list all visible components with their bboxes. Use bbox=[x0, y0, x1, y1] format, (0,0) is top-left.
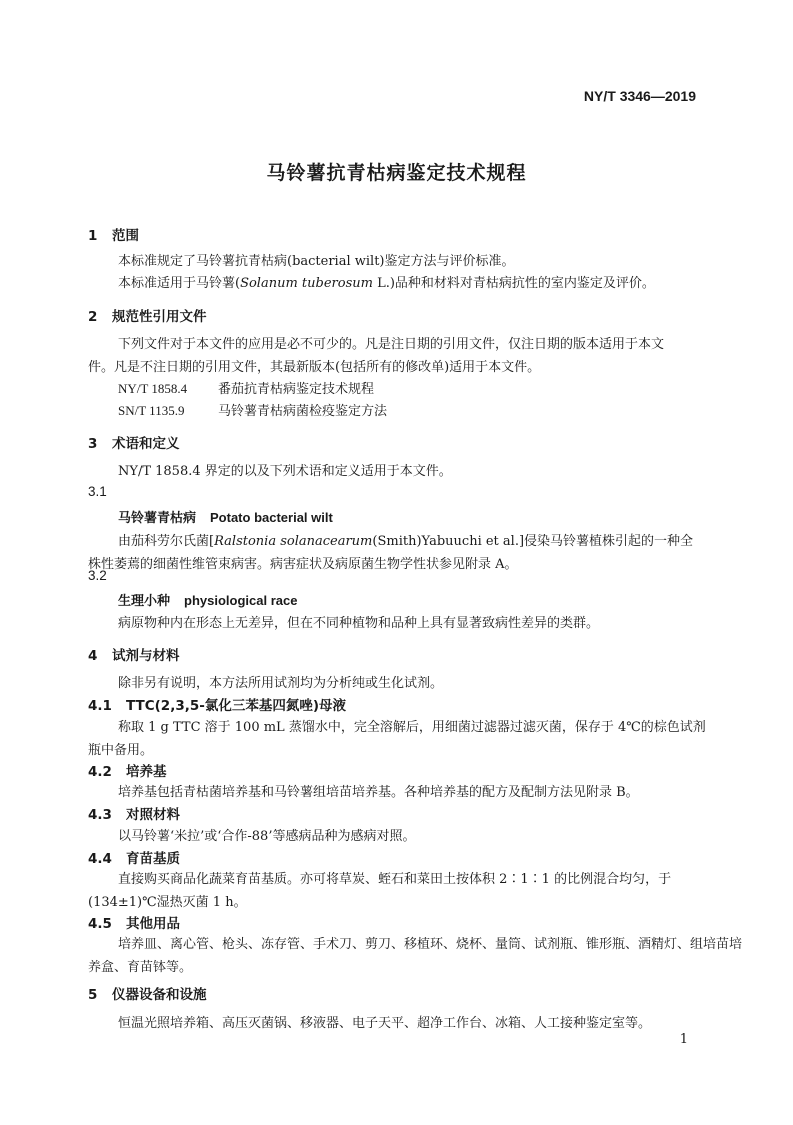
section-number: 3 bbox=[88, 436, 98, 452]
subsection-title: 其他用品 bbox=[126, 916, 180, 932]
subsection-title: TTC(2,3,5-氯化三苯基四氮唑)母液 bbox=[126, 698, 347, 714]
subsection-4-1-line-1: 称取 1 g TTC 溶于 100 mL 蒸馏水中，完全溶解后，用细菌过滤器过滤灭菌，保存于 4℃的棕色试剂 bbox=[118, 720, 706, 735]
reference-code: SN/T 1135.9 bbox=[118, 403, 185, 418]
subsection-4-5-line-2: 养盒、育苗钵等。 bbox=[88, 960, 193, 975]
subsection-4-4-line-2: (134±1)℃湿热灭菌 1 h。 bbox=[88, 895, 247, 910]
section-title: 术语和定义 bbox=[112, 436, 180, 452]
text: (Smith)Yabuuchi et al.]侵染马铃薯植株引起的一种全 bbox=[372, 534, 694, 549]
subsection-number: 4.3 bbox=[88, 807, 112, 823]
subsection-number: 4.1 bbox=[88, 698, 112, 714]
subsection-title: 对照材料 bbox=[126, 807, 180, 823]
section-number: 5 bbox=[88, 987, 98, 1003]
section-1-heading bbox=[88, 224, 139, 244]
term-definition-line-1 bbox=[118, 530, 693, 549]
section-2-paragraph-line-1: 下列文件对于本文件的应用是必不可少的。凡是注日期的引用文件，仅注日期的版本适用于本文 bbox=[118, 337, 665, 352]
standard-number: NY/T 3346—2019 bbox=[583, 88, 696, 104]
subsection-title: 育苗基质 bbox=[126, 851, 180, 867]
section-number: 1 bbox=[88, 228, 98, 244]
species-name: Ralstonia solanacearum bbox=[214, 534, 373, 549]
section-3-heading bbox=[88, 432, 180, 452]
reference-item bbox=[118, 400, 387, 419]
subsection-4-4-heading bbox=[88, 847, 180, 867]
subsection-4-2-heading bbox=[88, 760, 167, 780]
section-number: 4 bbox=[88, 648, 98, 664]
section-title: 仪器设备和设施 bbox=[112, 987, 207, 1003]
subsection-4-4-line-1: 直接购买商品化蔬菜育苗基质。亦可将草炭、蛭石和菜田土按体积 2∶1∶1 的比例混合均匀，于 bbox=[118, 872, 672, 887]
document-title: 马铃薯抗青枯病鉴定技术规程 bbox=[266, 162, 527, 184]
term-english: Potato bacterial wilt bbox=[210, 510, 333, 525]
term-heading bbox=[118, 590, 297, 609]
term-number: 3.2 bbox=[88, 568, 107, 583]
section-4-paragraph: 除非另有说明，本方法所用试剂均为分析纯或生化试剂。 bbox=[118, 676, 444, 691]
term-chinese: 马铃薯青枯病 bbox=[118, 511, 197, 526]
subsection-number: 4.4 bbox=[88, 851, 112, 867]
section-number: 2 bbox=[88, 309, 98, 325]
species-name: Solanum tuberosum bbox=[240, 276, 373, 291]
text: 由茄科劳尔氏菌[ bbox=[118, 534, 215, 549]
section-5-paragraph: 恒温光照培养箱、高压灭菌锅、移液器、电子天平、超净工作台、冰箱、人工接种鉴定室等。 bbox=[118, 1016, 652, 1031]
subsection-number: 4.5 bbox=[88, 916, 112, 932]
section-title: 范围 bbox=[112, 228, 139, 244]
text: 本标准适用于马铃薯( bbox=[118, 276, 241, 291]
page-number: 1 bbox=[679, 1032, 688, 1047]
term-number: 3.1 bbox=[88, 484, 107, 499]
subsection-4-2-line-1: 培养基包括青枯菌培养基和马铃薯组培苗培养基。各种培养基的配方及配制方法见附录 B。 bbox=[118, 785, 639, 800]
term-definition: 病原物种内在形态上无差异，但在不同种植物和品种上具有显著致病性差异的类群。 bbox=[118, 616, 600, 631]
section-title: 规范性引用文件 bbox=[112, 309, 207, 325]
reference-item bbox=[118, 378, 374, 397]
term-chinese: 生理小种 bbox=[118, 594, 171, 609]
subsection-4-3-heading bbox=[88, 803, 180, 823]
section-1-paragraph-1: 本标准规定了马铃薯抗青枯病(bacterial wilt)鉴定方法与评价标准。 bbox=[118, 254, 515, 269]
subsection-4-1-heading bbox=[88, 694, 346, 714]
reference-title: 番茄抗青枯病鉴定技术规程 bbox=[218, 382, 375, 397]
reference-title: 马铃薯青枯病菌检疫鉴定方法 bbox=[218, 404, 388, 419]
section-2-paragraph-line-2: 件。凡是不注日期的引用文件，其最新版本(包括所有的修改单)适用于本文件。 bbox=[88, 360, 541, 375]
subsection-4-5-heading bbox=[88, 912, 180, 932]
section-title: 试剂与材料 bbox=[112, 648, 180, 664]
section-2-heading bbox=[88, 305, 207, 325]
subsection-number: 4.2 bbox=[88, 764, 112, 780]
term-heading bbox=[118, 507, 333, 526]
term-definition-line-2: 株性萎蔫的细菌性维管束病害。病害症状及病原菌生物学性状参见附录 A。 bbox=[88, 557, 518, 572]
subsection-4-3-line-1: 以马铃薯‘米拉’或‘合作-88’等感病品种为感病对照。 bbox=[118, 829, 416, 844]
section-3-paragraph: NY/T 1858.4 界定的以及下列术语和定义适用于本文件。 bbox=[118, 464, 452, 479]
section-5-heading bbox=[88, 983, 207, 1003]
text: L.)品种和材料对青枯病抗性的室内鉴定及评价。 bbox=[372, 276, 655, 291]
term-english: physiological race bbox=[184, 593, 298, 608]
subsection-4-1-line-2: 瓶中备用。 bbox=[88, 743, 154, 758]
subsection-title: 培养基 bbox=[126, 764, 167, 780]
reference-code: NY/T 1858.4 bbox=[118, 381, 188, 396]
section-4-heading bbox=[88, 644, 180, 664]
section-1-paragraph-2 bbox=[118, 272, 655, 291]
subsection-4-5-line-1: 培养皿、离心管、枪头、冻存管、手术刀、剪刀、移植环、烧杯、量筒、试剂瓶、锥形瓶、酒精灯、组培苗培 bbox=[118, 937, 743, 952]
